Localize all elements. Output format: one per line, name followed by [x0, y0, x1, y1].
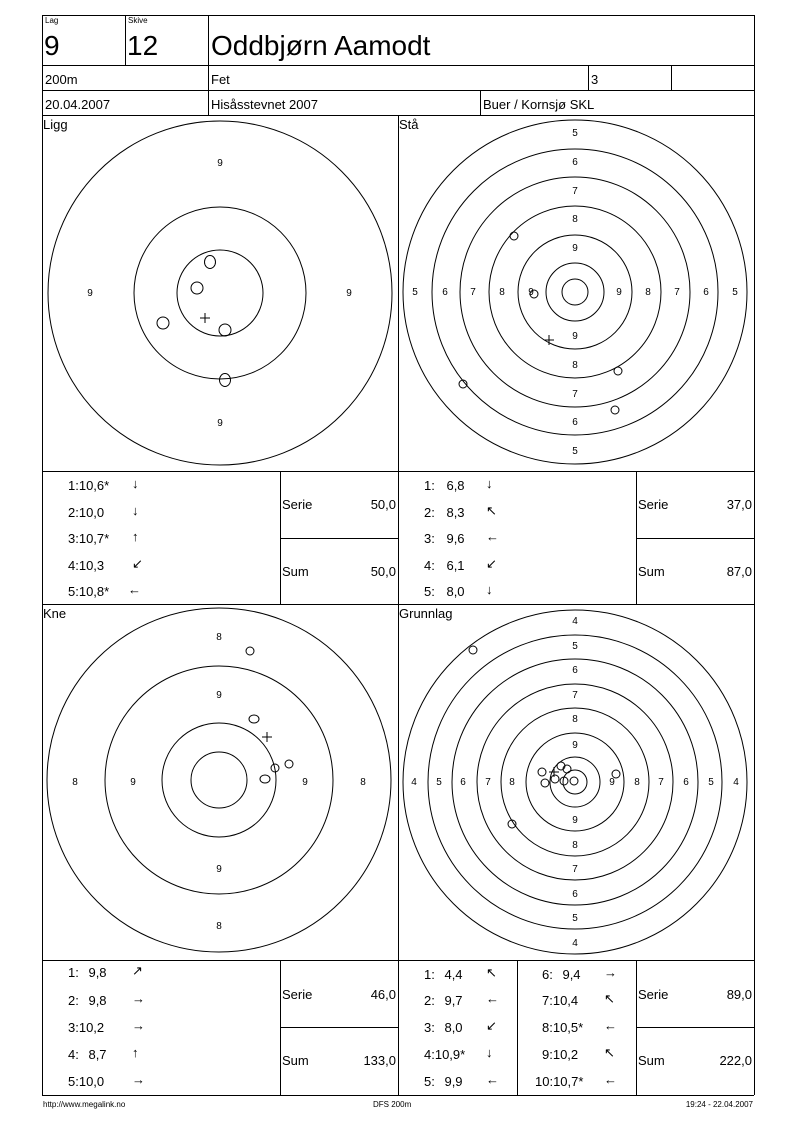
ring-number: 7 [658, 777, 664, 788]
direction-arrow-icon: ← [486, 991, 499, 1006]
direction-arrow-icon: ↖ [604, 991, 615, 1006]
shot-hole [551, 775, 559, 783]
ring-number: 5 [708, 777, 714, 788]
shot-hole [541, 779, 549, 787]
ring-number: 4 [733, 777, 739, 788]
ring-number: 8 [645, 287, 651, 298]
ring-number: 9 [130, 777, 136, 788]
ring-number: 8 [572, 360, 578, 371]
shot-row [68, 1020, 104, 1035]
direction-arrow-icon: ↑ [132, 1045, 139, 1060]
ring-number: 5 [572, 446, 578, 457]
ring-number: 9 [572, 243, 578, 254]
ring-number: 6 [572, 889, 578, 900]
ring-number: 5 [436, 777, 442, 788]
ring-number: 8 [509, 777, 515, 788]
shot-value: 9,4 [562, 967, 581, 982]
shot-value: 9,8 [88, 965, 107, 980]
ring-number: 9 [609, 777, 615, 788]
skive-label: Skive [128, 16, 148, 25]
ring-number: 7 [674, 287, 680, 298]
direction-arrow-icon: ← [604, 1018, 617, 1033]
club: Fet [211, 72, 230, 87]
target-ligg [42, 115, 398, 471]
direction-arrow-icon: ↑ [132, 529, 139, 544]
ring-number: 9 [528, 287, 534, 298]
mean-point-cross [200, 313, 210, 323]
direction-arrow-icon: ↓ [486, 476, 493, 491]
shot-number: 9: [542, 1047, 553, 1062]
ring-number: 5 [412, 287, 418, 298]
shot-value: 8,7 [88, 1047, 107, 1062]
direction-arrow-icon: ↖ [486, 503, 497, 518]
ring-number: 7 [572, 690, 578, 701]
direction-arrow-icon: ← [128, 582, 141, 597]
panel-title-staa: Stå [399, 117, 419, 132]
shot-hole [570, 777, 578, 785]
klasse: 3 [591, 72, 599, 87]
shot-value: 10,7* [78, 531, 110, 546]
shot-hole [249, 715, 259, 723]
ring [562, 279, 588, 305]
direction-arrow-icon: → [132, 991, 145, 1006]
ring [177, 250, 263, 336]
shot-value: 6,8 [446, 478, 465, 493]
ring-number: 9 [302, 777, 308, 788]
ring-number: 7 [572, 389, 578, 400]
shot-hole [611, 406, 619, 414]
shot-hole [510, 232, 518, 240]
shot-hole [614, 367, 622, 375]
shot-number: 3: [68, 531, 79, 546]
shot-row [68, 965, 107, 980]
ring-number: 7 [572, 186, 578, 197]
serie-value: 50,0 [370, 497, 396, 512]
serie-label: Serie [282, 987, 313, 1002]
direction-arrow-icon: ← [604, 1072, 617, 1087]
shot-row [68, 505, 104, 520]
shot-number: 7: [542, 993, 553, 1008]
shot-number: 3: [424, 1020, 435, 1035]
ring-number: 6 [572, 417, 578, 428]
direction-arrow-icon: ↓ [132, 476, 139, 491]
sum-value: 133,0 [363, 1053, 396, 1068]
shot-value: 10,0 [78, 505, 105, 520]
shot-row [542, 1047, 578, 1062]
shot-value: 10,2 [78, 1020, 105, 1035]
shot-number: 2: [68, 993, 79, 1008]
shot-number: 5: [424, 1074, 435, 1089]
serie-value: 89,0 [726, 987, 752, 1002]
serie-label: Serie [638, 987, 669, 1002]
ring-number: 8 [499, 287, 505, 298]
shot-row [68, 558, 104, 573]
shot-number: 6: [542, 967, 553, 982]
sum-value: 222,0 [719, 1053, 752, 1068]
ring-number: 9 [572, 740, 578, 751]
shot-value: 6,1 [446, 558, 465, 573]
ring [47, 608, 391, 952]
shot-number: 4: [68, 1047, 79, 1062]
ring [546, 263, 604, 321]
ring-number: 9 [616, 287, 622, 298]
ring-number: 6 [703, 287, 709, 298]
shooter-name: Oddbjørn Aamodt [211, 30, 431, 61]
ring-number: 9 [572, 815, 578, 826]
sum-label: Sum [638, 1053, 665, 1068]
sum-label: Sum [282, 564, 309, 579]
shot-number: 3: [424, 531, 435, 546]
shot-row [424, 505, 465, 520]
ring-number: 8 [634, 777, 640, 788]
shot-value: 10,9* [434, 1047, 466, 1062]
shot-value: 9,8 [88, 993, 107, 1008]
shot-row [424, 1020, 463, 1035]
ring-number: 7 [485, 777, 491, 788]
shot-hole [612, 770, 620, 778]
ring-number: 8 [572, 714, 578, 725]
sum-value: 87,0 [726, 564, 752, 579]
shot-value: 8,3 [446, 505, 465, 520]
ring-number: 8 [72, 777, 78, 788]
ring-number: 6 [460, 777, 466, 788]
shot-hole [260, 775, 270, 783]
location: Buer / Kornsjø SKL [483, 97, 595, 112]
shot-hole [246, 647, 254, 655]
shot-row [68, 1074, 104, 1089]
shot-row [424, 478, 465, 493]
shot-value: 10,4 [552, 993, 579, 1008]
direction-arrow-icon: ↙ [132, 556, 143, 571]
shot-row [68, 584, 109, 599]
footer-system: DFS 200m [373, 1100, 412, 1109]
ring-number: 7 [470, 287, 476, 298]
shot-number: 5: [68, 584, 79, 599]
direction-arrow-icon: ↖ [604, 1045, 615, 1060]
shot-value: 9,7 [444, 993, 463, 1008]
serie-value: 37,0 [726, 497, 752, 512]
shot-number: 1: [68, 478, 79, 493]
ring-number: 6 [683, 777, 689, 788]
shot-hole [205, 256, 216, 269]
shot-row [424, 584, 465, 599]
ring-number: 5 [732, 287, 738, 298]
ring-number: 7 [572, 864, 578, 875]
ring [134, 207, 306, 379]
shot-row [424, 967, 463, 982]
direction-arrow-icon: ← [486, 529, 499, 544]
shot-value: 10,0 [78, 1074, 105, 1089]
shot-number: 2: [424, 505, 435, 520]
ring-number: 9 [216, 690, 222, 701]
shot-row [68, 1047, 107, 1062]
ring-number: 4 [572, 616, 578, 627]
shot-row [542, 967, 581, 982]
ring-number: 9 [572, 331, 578, 342]
shot-row [535, 1074, 583, 1089]
shot-number: 3: [68, 1020, 79, 1035]
ring-number: 4 [411, 777, 417, 788]
direction-arrow-icon: ↓ [132, 503, 139, 518]
shot-number: 10: [535, 1074, 554, 1089]
ring [403, 610, 747, 954]
shot-hole [285, 760, 293, 768]
ring-number: 5 [572, 128, 578, 139]
ring [460, 177, 690, 407]
target-kne [42, 604, 398, 960]
shot-value: 9,6 [446, 531, 465, 546]
ring [563, 770, 587, 794]
ring-number: 9 [217, 418, 223, 429]
footer-timestamp: 19:24 - 22.04.2007 [685, 1100, 753, 1109]
ring-number: 8 [572, 840, 578, 851]
shot-row [542, 1020, 583, 1035]
direction-arrow-icon: → [132, 1018, 145, 1033]
ring-number: 4 [572, 938, 578, 949]
shot-value: 10,6* [78, 478, 110, 493]
shot-value: 4,4 [444, 967, 463, 982]
shot-hole [538, 768, 546, 776]
ring-number: 8 [216, 921, 222, 932]
direction-arrow-icon: ↙ [486, 1018, 497, 1033]
event-name: Hisåsstevnet 2007 [211, 97, 318, 112]
shot-number: 5: [424, 584, 435, 599]
target-staa [398, 115, 754, 471]
sum-label: Sum [638, 564, 665, 579]
panel-title-kne: Kne [43, 606, 67, 621]
ring [48, 121, 392, 465]
shot-hole [191, 282, 203, 294]
shot-value: 10,5* [552, 1020, 584, 1035]
shot-number: 1: [68, 965, 79, 980]
ring-number: 9 [217, 158, 223, 169]
direction-arrow-icon: ↙ [486, 556, 497, 571]
shot-row [68, 993, 107, 1008]
sum-value: 50,0 [370, 564, 396, 579]
ring-number: 8 [360, 777, 366, 788]
direction-arrow-icon: → [132, 1072, 145, 1087]
shot-value: 10,2 [552, 1047, 579, 1062]
shot-value: 10,7* [553, 1074, 584, 1089]
shot-row [424, 1074, 463, 1089]
ring-number: 8 [572, 214, 578, 225]
ring-number: 8 [216, 632, 222, 643]
direction-arrow-icon: ↖ [486, 965, 497, 980]
shot-number: 1: [424, 967, 435, 982]
serie-label: Serie [282, 497, 313, 512]
ring-number: 5 [572, 913, 578, 924]
ring [403, 120, 747, 464]
shot-value: 10,3 [78, 558, 105, 573]
skive-value: 12 [127, 30, 159, 61]
shot-value: 9,9 [444, 1074, 463, 1089]
direction-arrow-icon: ↓ [486, 582, 493, 597]
panel-title-ligg: Ligg [43, 117, 68, 132]
direction-arrow-icon: ← [486, 1072, 499, 1087]
ring-number: 9 [87, 288, 93, 299]
ring-number: 9 [346, 288, 352, 299]
ring [428, 635, 722, 929]
ring-number: 5 [572, 641, 578, 652]
mean-point-cross [262, 732, 272, 742]
ring-number: 6 [572, 157, 578, 168]
shot-number: 2: [424, 993, 435, 1008]
shot-number: 4: [424, 1047, 435, 1062]
direction-arrow-icon: ↓ [486, 1045, 493, 1060]
shot-row [542, 993, 578, 1008]
shot-row [424, 993, 463, 1008]
shot-number: 4: [68, 558, 79, 573]
footer-url[interactable]: http://www.megalink.no [43, 1100, 126, 1109]
direction-arrow-icon: → [604, 965, 617, 980]
shot-number: 2: [68, 505, 79, 520]
date: 20.04.2007 [45, 97, 111, 112]
ring [191, 752, 247, 808]
shot-row [424, 531, 465, 546]
shot-number: 1: [424, 478, 435, 493]
shot-row [424, 558, 465, 573]
distance: 200m [45, 72, 78, 87]
sum-label: Sum [282, 1053, 309, 1068]
shot-hole [157, 317, 169, 329]
panel-title-grunnlag: Grunnlag [399, 606, 453, 621]
ring [162, 723, 276, 837]
shot-hole [469, 646, 477, 654]
ring [501, 708, 649, 856]
shot-row [68, 478, 109, 493]
lag-value: 9 [44, 30, 60, 61]
ring-number: 6 [572, 665, 578, 676]
serie-value: 46,0 [370, 987, 396, 1002]
serie-label: Serie [638, 497, 669, 512]
shot-number: 8: [542, 1020, 553, 1035]
mean-point-cross [544, 335, 554, 345]
direction-arrow-icon: ↗ [132, 963, 143, 978]
shot-value: 10,8* [78, 584, 110, 599]
shot-row [424, 1047, 465, 1062]
shot-hole [219, 324, 231, 336]
shot-row [68, 531, 109, 546]
lag-label: Lag [45, 16, 59, 25]
ring-number: 6 [442, 287, 448, 298]
ring-number: 9 [216, 864, 222, 875]
shot-value: 8,0 [444, 1020, 463, 1035]
shot-hole [220, 374, 231, 387]
shot-number: 4: [424, 558, 435, 573]
shot-value: 8,0 [446, 584, 465, 599]
target-grunnlag [398, 604, 754, 960]
shot-number: 5: [68, 1074, 79, 1089]
